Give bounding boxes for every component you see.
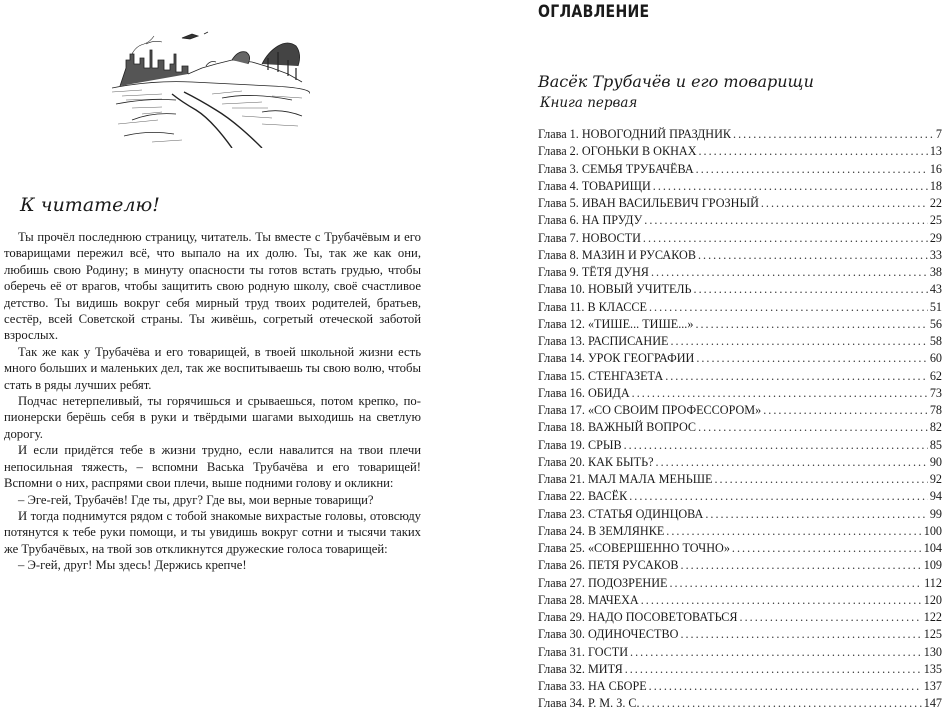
toc-entry[interactable] [538,385,942,402]
toc-entry-page: 51 [929,299,942,314]
toc-entry[interactable] [538,678,942,695]
toc-entry[interactable] [538,695,942,712]
toc-entry-label: Глава 30. ОДИНОЧЕСТВО [538,627,679,642]
toc-entry-label: Глава 4. ТОВАРИЩИ [538,178,651,193]
toc-entry[interactable] [538,195,942,212]
toc-entry[interactable] [538,230,942,247]
toc-leader-dots [666,523,921,540]
toc-entry-page: 56 [929,316,942,331]
toc-entry-label: Глава 33. НА СБОРЕ [538,679,647,693]
reader-paragraph: Ты прочёл последнюю страницу, читатель. Ты вместе с Трубачёвым и его товарищами пережил всё, что выпало на их долю. Ты, так же как они, любишь свою Родину; в минуту опасности ты готов встать грудью, чтобы оберечь её от врагов, чтобы защитить свою родную школу, своё счастливое детство. Ты видишь вокруг себя мирный труд твоих родителей, братьев, сестёр, всей Советской страны. Ты живёшь, согретый отеческой заботой взрослых. [4,230,421,343]
toc-entry[interactable] [538,333,942,350]
toc-entry[interactable] [538,316,942,333]
toc-entry[interactable] [538,506,942,523]
toc-entry-page: 147 [923,696,942,711]
toc-entry-page: 22 [929,196,942,210]
toc-leader-dots [642,695,922,712]
book-title: Васёк Трубачёв и его товарищи [538,72,814,91]
toc-entry-label: Глава 9. ТЁТЯ ДУНЯ [538,265,649,279]
toc-entry-page: 78 [929,403,942,417]
toc-entry-page: 58 [929,334,942,348]
toc-entry-label: Глава 21. МАЛ МАЛА МЕНЬШЕ [538,472,713,486]
toc-entry-page: 85 [929,437,942,452]
toc-leader-dots [649,299,928,316]
toc-leader-dots [681,557,922,574]
toc-entry-label: Глава 15. СТЕНГАЗЕТА [538,368,664,383]
toc-leader-dots [763,402,928,419]
toc-entry-page: 73 [929,385,942,400]
toc-list [538,126,942,713]
toc-entry-page: 120 [923,592,942,607]
toc-entry[interactable] [538,437,942,454]
toc-entry-label: Глава 2. ОГОНЬКИ В ОКНАХ [538,144,697,159]
toc-leader-dots [643,230,928,247]
toc-leader-dots [733,126,934,143]
toc-leader-dots [694,281,928,298]
toc-entry[interactable] [538,540,942,557]
reader-heading: К читателю! [20,194,160,216]
toc-entry[interactable] [538,299,942,316]
toc-entry-page: 130 [923,644,942,659]
toc-entry-label: Глава 24. В ЗЕМЛЯНКЕ [538,523,665,538]
toc-entry[interactable] [538,368,942,385]
reader-paragraph: И тогда поднимутся рядом с тобой знакомые вихрастые головы, отовсюду потянутся к тебе руки помощи, и ты увидишь вокруг сотни и тысячи таких же Трубачёвых, на твой зов откликнутся дружеские голоса товарищей: [4,508,421,556]
toc-leader-dots [669,575,922,592]
toc-entry-label: Глава 17. «СО СВОИМ ПРОФЕССОРОМ» [538,403,762,417]
toc-entry-page: 104 [923,541,942,555]
toc-entry-label: Глава 3. СЕМЬЯ ТРУБАЧЁВА [538,161,694,176]
toc-leader-dots [696,161,928,178]
toc-entry-page: 18 [929,178,942,193]
toc-entry[interactable] [538,126,942,143]
toc-entry-label: Глава 14. УРОК ГЕОГРАФИИ [538,351,695,366]
toc-entry[interactable] [538,626,942,643]
toc-entry-page: 94 [929,489,942,504]
reader-paragraph: И если придётся тебе в жизни трудно, если навалится на твои плечи непосильная тяжесть, – вспомни Васька Трубачёва и его товарищей! Вспомни о них, распрями свои плечи, выше подними голову и окликни: [4,443,421,491]
toc-entry-page: 100 [923,523,942,538]
toc-entry[interactable] [538,143,942,160]
toc-entry[interactable] [538,161,942,178]
toc-entry-label: Глава 5. ИВАН ВАСИЛЬЕВИЧ ГРОЗНЫЙ [538,196,759,210]
toc-entry-page: 62 [929,368,942,383]
toc-entry-label: Глава 13. РАСПИСАНИЕ [538,334,669,348]
toc-entry[interactable] [538,178,942,195]
toc-leader-dots [651,264,928,281]
toc-entry-page: 122 [923,610,942,624]
toc-leader-dots [649,678,922,695]
toc-entry[interactable] [538,402,942,419]
toc-entry-label: Глава 19. СРЫВ [538,437,622,452]
toc-entry-label: Глава 32. МИТЯ [538,661,623,676]
toc-entry-page: 82 [929,420,942,435]
toc-entry[interactable] [538,557,942,574]
toc-leader-dots [705,506,927,523]
toc-entry-label: Глава 6. НА ПРУДУ [538,213,643,228]
toc-entry[interactable] [538,471,942,488]
toc-entry-label: Глава 11. В КЛАССЕ [538,299,647,314]
toc-entry[interactable] [538,212,942,229]
toc-entry-page: 109 [923,558,942,573]
toc-entry-label: Глава 34. Р. М. З. С. [538,696,640,711]
left-page [0,0,472,648]
book-subtitle: Книга первая [540,95,638,111]
toc-leader-dots [695,316,927,333]
toc-leader-dots [732,540,922,557]
toc-entry-label: Глава 28. МАЧЕХА [538,592,639,607]
toc-entry[interactable] [538,523,942,540]
toc-entry-page: 16 [929,161,942,176]
toc-entry-page: 135 [923,661,942,676]
toc-entry[interactable] [538,264,942,281]
toc-entry-page: 25 [929,213,942,228]
toc-entry-page: 90 [929,454,942,469]
toc-entry-page: 29 [929,230,942,245]
toc-entry-label: Глава 18. ВАЖНЫЙ ВОПРОС [538,420,697,435]
toc-leader-dots [740,609,922,626]
toc-leader-dots [625,661,922,678]
toc-leader-dots [629,488,928,505]
reader-paragraph: Так же как у Трубачёва и его товарищей, в твоей школьной жизни есть много больших и маленьких дел, так же воспитываешь ты свою волю, чтобы стать в ряды лучших ребят. [4,344,421,392]
toc-entry-label: Глава 25. «СОВЕРШЕННО ТОЧНО» [538,541,730,555]
toc-leader-dots [698,419,928,436]
toc-entry-page: 125 [923,627,942,642]
toc-entry[interactable] [538,350,942,367]
toc-leader-dots [699,143,928,160]
toc-entry-label: Глава 16. ОБИДА [538,385,630,400]
toc-entry-label: Глава 27. ПОДОЗРЕНИЕ [538,575,668,590]
toc-entry-label: Глава 20. КАК БЫТЬ? [538,454,654,469]
toc-entry-label: Глава 7. НОВОСТИ [538,230,641,245]
toc-entry-label: Глава 10. НОВЫЙ УЧИТЕЛЬ [538,282,692,297]
toc-leader-dots [653,178,928,195]
toc-leader-dots [665,368,928,385]
toc-entry[interactable] [538,419,942,436]
toc-leader-dots [670,333,927,350]
toc-entry-page: 60 [929,351,942,366]
toc-leader-dots [632,385,928,402]
toc-entry-label: Глава 22. ВАСЁК [538,489,628,504]
toc-entry[interactable] [538,609,942,626]
reader-paragraph: – Э-гей, друг! Мы здесь! Держись крепче! [18,558,247,573]
reader-text [4,229,421,574]
toc-leader-dots [641,592,922,609]
toc-entry[interactable] [538,488,942,505]
toc-entry-label: Глава 29. НАДО ПОСОВЕТОВАТЬСЯ [538,610,738,624]
toc-entry[interactable] [538,592,942,609]
toc-entry-page: 92 [929,472,942,486]
toc-entry-page: 7 [935,127,942,141]
toc-entry-page: 112 [924,575,942,590]
toc-entry-page: 99 [929,506,942,521]
toc-entry-page: 137 [923,679,942,693]
toc-entry-label: Глава 23. СТАТЬЯ ОДИНЦОВА [538,506,704,521]
toc-entry[interactable] [538,644,942,661]
toc-leader-dots [656,454,928,471]
toc-entry-page: 38 [929,265,942,279]
toc-leader-dots [624,437,928,454]
toc-entry-page: 43 [929,282,942,297]
reader-paragraph: Подчас нетерпеливый, ты горячишься и срываешься, потом крепко, по-пионерски берёшь себя в руки и твёрдыми шагами выходишь на светлую дорогу. [4,394,421,441]
toc-leader-dots [680,626,921,643]
reader-paragraph: – Эге-гей, Трубачёв! Где ты, друг? Где вы, мои верные товарищи? [18,492,374,507]
toc-entry-page: 33 [929,247,942,262]
toc-title: ОГЛАВЛЕНИЕ [538,2,650,22]
toc-entry-label: Глава 26. ПЕТЯ РУСАКОВ [538,558,679,573]
toc-entry[interactable] [538,247,942,264]
toc-leader-dots [644,212,928,229]
toc-entry[interactable] [538,454,942,471]
toc-leader-dots [761,195,928,212]
toc-leader-dots [698,247,928,264]
toc-entry[interactable] [538,661,942,678]
toc-entry[interactable] [538,281,942,298]
toc-leader-dots [630,644,922,661]
toc-leader-dots [696,350,928,367]
toc-entry-label: Глава 1. НОВОГОДНИЙ ПРАЗДНИК [538,127,732,141]
toc-entry[interactable] [538,575,942,592]
toc-entry-label: Глава 12. «ТИШЕ... ТИШЕ...» [538,316,694,331]
toc-entry-page: 13 [929,144,942,159]
right-page [472,0,946,711]
landscape-illustration [112,24,310,148]
toc-entry-label: Глава 31. ГОСТИ [538,644,629,659]
toc-leader-dots [714,471,927,488]
toc-entry-label: Глава 8. МАЗИН И РУСАКОВ [538,247,696,262]
